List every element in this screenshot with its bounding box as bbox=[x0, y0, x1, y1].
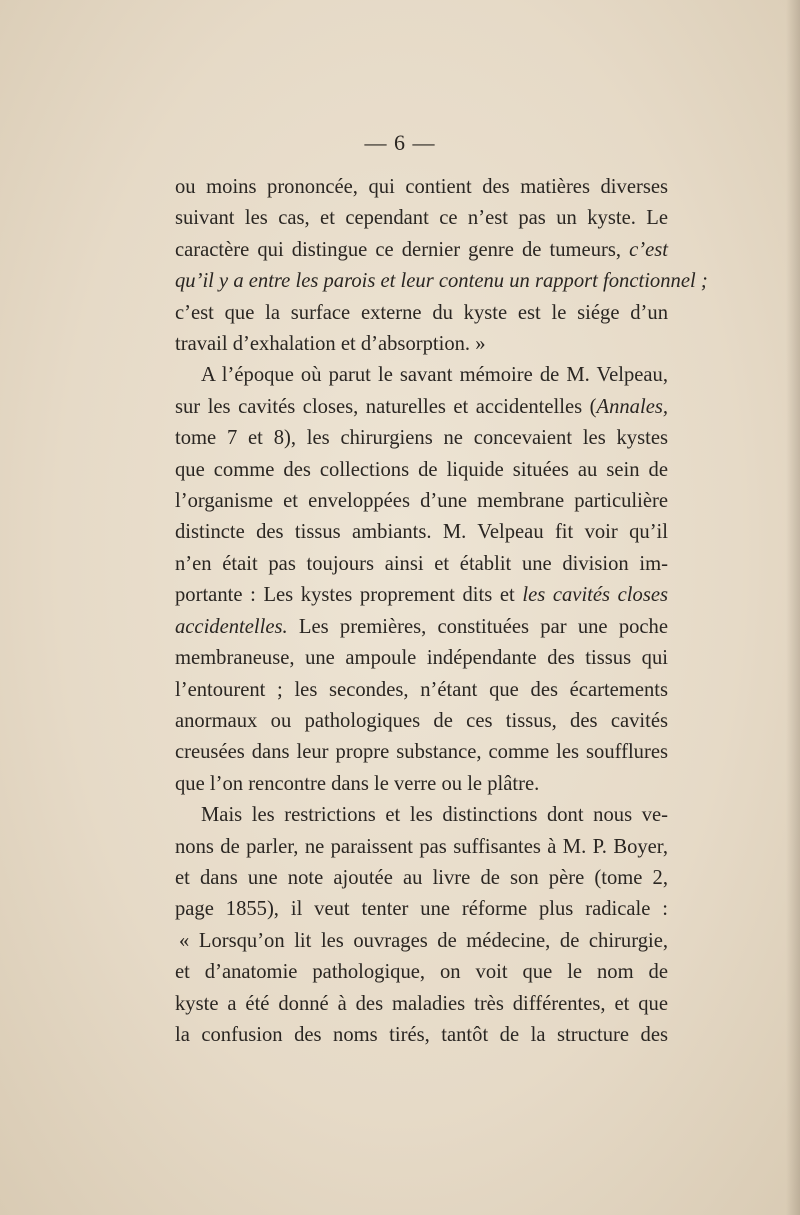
text-line: caractère qui distingue ce dernier genre de tumeurs, c’est bbox=[175, 238, 668, 261]
text-line: tome 7 et 8), les chirurgiens ne concevaient les kystes bbox=[175, 427, 668, 450]
text-line: sur les cavités closes, naturelles et accidentelles (Annales, bbox=[175, 395, 668, 418]
body-text bbox=[175, 172, 708, 1051]
text-line: page 1855), il veut tenter une réforme plus radicale : bbox=[175, 898, 668, 921]
text-line: Mais les restrictions et les distinctions dont nous ve- bbox=[201, 804, 668, 827]
text-line: et dans une note ajoutée au livre de son père (tome 2, bbox=[175, 866, 668, 889]
text-line: que comme des collections de liquide situées au sein de bbox=[175, 458, 668, 481]
text-line: qu’il y a entre les parois et leur contenu un rapport fonctionnel ; bbox=[175, 270, 708, 293]
text-line: kyste a été donné à des maladies très différentes, et que bbox=[175, 992, 668, 1015]
text-line: que l’on rencontre dans le verre ou le plâtre. bbox=[175, 772, 540, 795]
text-line: travail d’exhalation et d’absorption. » bbox=[175, 333, 486, 356]
text-line: n’en était pas toujours ainsi et établit une division im- bbox=[175, 552, 668, 575]
text-line: accidentelles. Les premières, constituées par une poche bbox=[175, 615, 668, 638]
text-line: A l’époque où parut le savant mémoire de M. Velpeau, bbox=[201, 364, 668, 387]
text-line: suivant les cas, et cependant ce n’est pas un kyste. Le bbox=[175, 207, 668, 230]
page-number: — 6 — bbox=[364, 130, 436, 155]
text-line: distincte des tissus ambiants. M. Velpeau fit voir qu’il bbox=[175, 521, 668, 544]
text-line: « Lorsqu’on lit les ouvrages de médecine, de chirurgie, bbox=[179, 929, 668, 952]
text-line: c’est que la surface externe du kyste est le siége d’un bbox=[175, 301, 668, 324]
text-line: la confusion des noms tirés, tantôt de la structure des bbox=[175, 1023, 668, 1046]
text-line: et d’anatomie pathologique, on voit que le nom de bbox=[175, 961, 668, 984]
text-line: ou moins prononcée, qui contient des matières diverses bbox=[175, 176, 668, 198]
page-edge-shadow bbox=[786, 0, 800, 1215]
text-line: creusées dans leur propre substance, comme les soufflures bbox=[175, 741, 668, 764]
text-line: l’entourent ; les secondes, n’étant que des écartements bbox=[175, 678, 668, 701]
text-line: l’organisme et enveloppées d’une membrane particulière bbox=[175, 490, 668, 513]
text-line: portante : Les kystes proprement dits et les cavités closes bbox=[175, 584, 668, 607]
text-line: nons de parler, ne paraissent pas suffisantes à M. P. Boyer, bbox=[175, 835, 668, 858]
text-line: anormaux ou pathologiques de ces tissus, des cavités bbox=[175, 709, 668, 732]
text-line: membraneuse, une ampoule indépendante des tissus qui bbox=[175, 647, 668, 670]
